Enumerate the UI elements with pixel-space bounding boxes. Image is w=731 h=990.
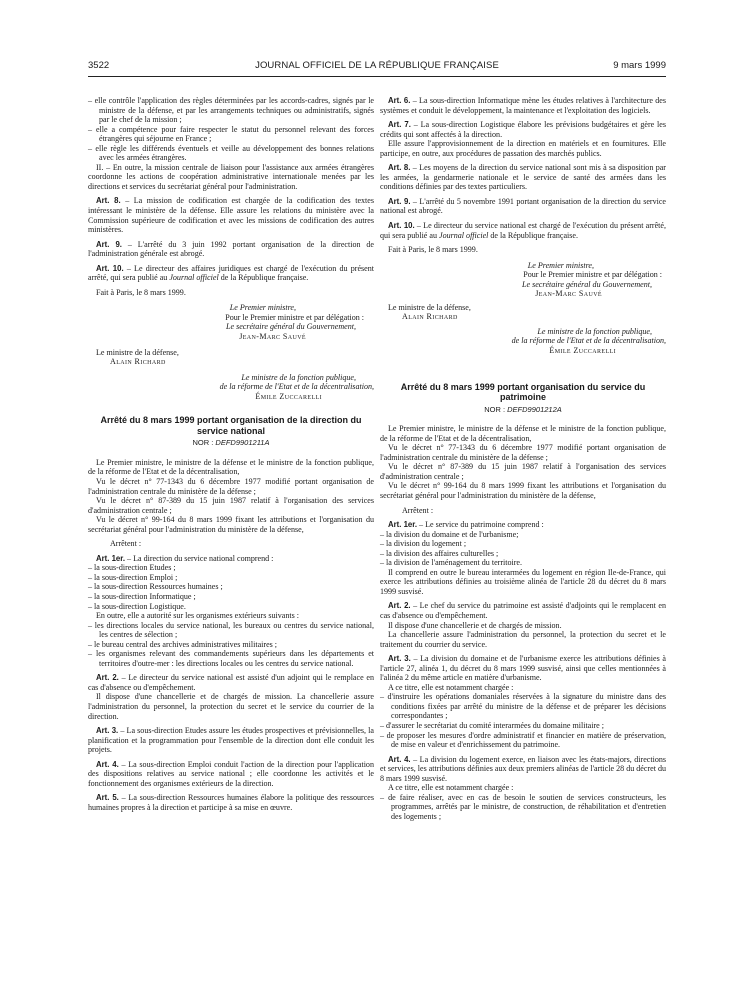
article-text: de la République française. [488,230,578,240]
signatory-title: Le ministre de la défense, [96,347,179,357]
list-item: – la sous-direction Logistique. [88,601,186,611]
article-text: – La sous-direction Logistique élabore les prévisions budgétaires et gère les crédits qui sont affectés à la direction. [380,120,666,139]
list-item: – de proposer les mesures d'ordre administratif et financier en matière de préservation, de mise en valeur et d'enrichissement du patrimoine. [380,730,666,750]
article-4 [88,760,374,789]
article-text: – Le directeur des affaires juridiques est chargé de l'exécution du présent arrêté, qui sera publié au [88,263,374,283]
preamble-paragraph: Vu le décret n° 77-1343 du 6 décembre 1977 modifié portant organisation de l'administration centrale du ministère de la défense ; [88,476,374,496]
paragraph-ii: II. – En outre, la mission centrale de liaison pour l'assistance aux armées étrangères coordonne les actions de coopération administrative internationale menées par les directions et services du secrétariat général pour l'administration. [88,162,374,191]
article-label: Art. 7. [388,120,411,130]
article-1 [88,554,374,564]
signatory-title: Le secrétaire général du Gouvernement, [522,279,652,289]
signatory-title: Le ministre de la fonction publique, [537,326,652,336]
article-label: Art. 2. [388,601,411,611]
nor-label: NOR : [484,404,508,414]
signatory-name: Émile Zuccarelli [549,346,616,356]
article-text: – La sous-direction Emploi conduit l'action de la direction pour l'application des dispositions relatives au service national ; elle coordonne les activités et le fonctionnement des organismes extérieurs de la direction. [88,759,374,788]
paragraph: Il dispose d'une chancellerie et de chargés de mission. [388,620,562,630]
signing-place-date: Fait à Paris, le 8 mars 1999. [96,287,186,297]
article-text: – Les moyens de la direction du service national sont mis à sa disposition par les armées, la gendarmerie nationale et le service de santé des armées dans les conditions définies par des textes particuliers. [380,163,666,192]
signatory-name: Alain Richard [402,312,458,322]
preamble-paragraph: Vu le décret n° 77-1343 du 6 décembre 1977 modifié portant organisation de l'administration centrale du ministère de la défense ; [380,443,666,462]
signatory-name: Jean-Marc Sauvé [535,289,602,299]
signatory-title: Le ministre de la défense, [388,302,471,312]
right-column [380,96,666,821]
header-rule [88,76,666,77]
article-text: – La sous-direction Etudes assure les études prospectives et prévisionnelles, la planification et la programmation pour l'ensemble de la direction dont elle conduit les projets. [88,726,374,755]
list-item: – elle a compétence pour faire respecter le statut du personnel relevant des forces étrangères qui séjourne en France ; [88,124,374,144]
paragraph: Il dispose d'une chancellerie et de chargés de mission. La chancellerie assure l'administration du personnel, la protection du secret et le service du courrier de la direction. [88,692,374,721]
article-label: Art. 8. [96,196,121,206]
list-item: – les directions locales du service national, les bureaux ou centres du service national, les centres de sélection ; [88,620,374,640]
article-label: Art. 8. [388,163,411,173]
arretent-heading: Arrêtent : [110,539,142,549]
article-label: Art. 3. [388,654,411,664]
left-column [88,96,374,812]
article-7 [380,120,666,139]
article-text: – La sous-direction Informatique mène les études relatives à l'architecture des systèmes et conduit le développement, la maintenance et l'exploitation des logiciels. [380,96,666,115]
nor-reference [380,405,666,415]
article-10 [88,264,374,283]
article-3 [88,726,374,755]
domain-duties-list [380,692,666,749]
list-item: – d'assurer le secrétariat du comité interarmées du domaine militaire ; [380,720,604,730]
nor-code: DEFD9901211A [215,438,270,448]
article-text: – La division du logement exerce, en liaison avec les états-majors, directions et services, les attributions définies aux deux premiers alinéas de l'article 28 du décret du 8 mars 1999 susvisé. [380,754,666,783]
list-item: – de faire réaliser, avec en cas de besoin le soutien de services constructeurs, les programmes, arrêtés par le ministre, de construction, de réhabilitation et d'entretien des logements ; [380,792,666,821]
signatory-name: Alain Richard [110,357,166,367]
external-bodies-list [88,621,374,669]
article-8 [88,196,374,234]
paragraph: A ce titre, elle est notamment chargée : [388,682,514,692]
list-item: – la division du domaine et de l'urbanisme; [380,529,519,539]
article-label: Art. 10. [388,221,415,231]
divisions-list [380,530,666,568]
article-text: – Le directeur du service national est assisté d'un adjoint qui le remplace en cas d'absence ou d'empêchement. [88,673,374,692]
paragraph: En outre, elle a autorité sur les organismes extérieurs suivants : [96,611,299,621]
article-label: Art. 9. [388,196,411,206]
arrete-title: Arrêté du 8 mars 1999 portant organisation de la direction du service national [100,415,362,436]
article-label: Art. 5. [96,793,119,803]
signatures [380,261,666,356]
arrete-title: Arrêté du 8 mars 1999 portant organisation du service du patrimoine [400,381,646,403]
list-item: – la division des affaires culturelles ; [380,548,499,558]
list-item: – d'instruire les opérations domaniales réservées à la signature du ministre dans des conditions fixées par arrêté du ministre de la défense et de préparer les décisions correspondantes ; [380,692,666,721]
preamble-paragraph: Vu le décret n° 99-164 du 8 mars 1999 fixant les attributions et l'organisation du secrétariat général pour l'administration du ministère de la défense, [380,481,666,500]
paragraph: A ce titre, elle est notamment chargée : [388,783,514,793]
paragraph: Elle assure l'approvisionnement de la direction en matériels et en fournitures. Elle participe, en outre, aux procédures de passation des marchés publics. [380,139,666,158]
article-label: Art. 1er. [388,520,418,530]
preamble-paragraph: Vu le décret n° 87-389 du 15 juin 1987 relatif à l'organisation des services d'administration centrale ; [380,462,666,481]
page-number: 3522 [88,60,110,71]
article-label: Art. 4. [96,759,119,769]
mission-duties-list [88,96,374,163]
page-header [88,60,666,74]
article-label: Art. 3. [96,726,119,736]
signatures [88,303,374,401]
article-9 [88,240,374,259]
preamble-paragraph: Vu le décret n° 87-389 du 15 juin 1987 relatif à l'organisation des services d'administration centrale ; [88,496,374,515]
article-text: de la République française. [218,273,309,283]
journal-name: Journal officiel [439,230,489,240]
list-item: – la division du logement ; [380,539,467,549]
preamble-paragraph: Vu le décret n° 99-164 du 8 mars 1999 fixant les attributions et l'organisation du secrétariat général pour l'administration du ministère de la défense, [88,515,374,534]
nor-reference [88,438,374,448]
signatory-title: Le secrétaire général du Gouvernement, [226,322,356,332]
article-label: Art. 1er. [96,553,126,563]
article-label: Art. 9. [96,239,122,249]
issue-date: 9 mars 1999 [613,60,666,71]
subdirections-list [88,563,374,611]
article-text: – L'arrêté du 3 juin 1992 portant organisation de la direction de l'administration générale est abrogé. [88,239,375,259]
article-label: Art. 2. [96,673,119,683]
article-3 [380,654,666,683]
signatory-title: Le ministre de la fonction publique, [241,372,356,382]
article-5 [88,793,374,812]
list-item: – la sous-direction Emploi ; [88,572,178,582]
housing-duties-list [380,793,666,822]
article-6 [380,96,666,115]
article-text: – La direction du service national comprend : [125,553,274,563]
article-2 [380,601,666,620]
signatory-name: Émile Zuccarelli [255,391,322,401]
article-text: – La division du domaine et de l'urbanisme exerce les attributions définies à l'article 27, alinéa 1, du décret du 8 mars 1999 susvisé, ainsi que celles mentionnées à l'alinéa 2 du même article en matière d'urbanisme. [380,654,666,683]
signatory-title: Le Premier ministre, [229,303,296,313]
article-4 [380,755,666,784]
list-item: – les organismes relevant des commandements supérieurs dans les départements et territoires d'outre-mer : les directions locales ou les centres du service national. [88,649,374,668]
paragraph: Il comprend en outre le bureau interarmées du logement en région Ile-de-France, qui exerce les attributions définies au troisième alinéa de l'article 28 du décret du 8 mars 1999 susvisé. [380,567,666,596]
article-text: – Le directeur du service national est chargé de l'exécution du présent arrêté, qui sera publié au [380,221,666,240]
paragraph: La chancellerie assure l'administration du personnel, la protection du secret et le traitement du courrier du service. [380,630,666,649]
list-item: – la sous-direction Ressources humaines ; [88,582,223,592]
list-item: – elle contrôle l'application des règles déterminées par les accords-cadres, signés par le ministre de la défense, et par les arrangements techniques ou administratifs, signés par le chef de la mission ; [88,96,374,125]
article-label: Art. 10. [96,263,124,273]
list-item: – la sous-direction Informatique ; [88,591,196,601]
article-8 [380,163,666,192]
nor-label: NOR : [192,438,216,448]
article-text: – L'arrêté du 5 novembre 1991 portant organisation de la direction du service national est abrogé. [380,196,667,216]
list-item: – la division de l'aménagement du territoire. [380,558,523,568]
article-1 [380,520,666,530]
preamble-paragraph: Le Premier ministre, le ministre de la défense et le ministre de la fonction publique, de la réforme de l'Etat et de la décentralisation, [380,424,666,443]
signatory-title: Le Premier ministre, [527,260,594,270]
signatory-delegation: Pour le Premier ministre et par délégation : [225,312,364,322]
article-10 [380,221,666,240]
journal-title: JOURNAL OFFICIEL DE LA RÉPUBLIQUE FRANÇAISE [255,60,499,71]
list-item: – la sous-direction Etudes ; [88,563,176,573]
nor-code: DEFD9901212A [507,404,562,414]
article-text: – Le chef du service du patrimoine est assisté d'adjoints qui le remplacent en cas d'absence ou d'empêchement. [380,601,666,620]
article-label: Art. 6. [388,96,411,105]
article-label: Art. 4. [388,754,411,764]
signing-place-date: Fait à Paris, le 8 mars 1999. [388,245,478,255]
arretent-heading: Arrêtent : [402,505,434,515]
list-item: – elle règle les différends éventuels et veille au développement des bonnes relations avec les armées étrangères. [88,143,374,163]
article-text: – La sous-direction Ressources humaines élabore la politique des ressources humaines propres à la direction et participe à sa mise en œuvre. [88,793,374,812]
article-text: – La mission de codification est chargée de la codification des textes intéressant le ministère de la défense. Elle assure les relations du ministère avec la Commission supérieure de codification et avec les missions de codification des autres ministères. [88,196,374,235]
article-text: – Le service du patrimoine comprend : [417,520,544,530]
journal-name: Journal officiel [169,273,219,283]
signatory-delegation: Pour le Premier ministre et par délégation : [523,270,662,280]
signatory-name: Jean-Marc Sauvé [239,332,306,342]
preamble-paragraph: Le Premier ministre, le ministre de la défense et le ministre de la fonction publique, de la réforme de l'Etat et de la décentralisation, [88,457,374,477]
signatory-title: de la réforme de l'Etat et de la décentralisation, [219,382,374,392]
article-9 [380,197,666,216]
list-item: – le bureau central des archives administratives militaires ; [88,639,278,649]
signatory-title: de la réforme de l'Etat et de la décentralisation, [511,336,666,346]
article-2 [88,673,374,692]
